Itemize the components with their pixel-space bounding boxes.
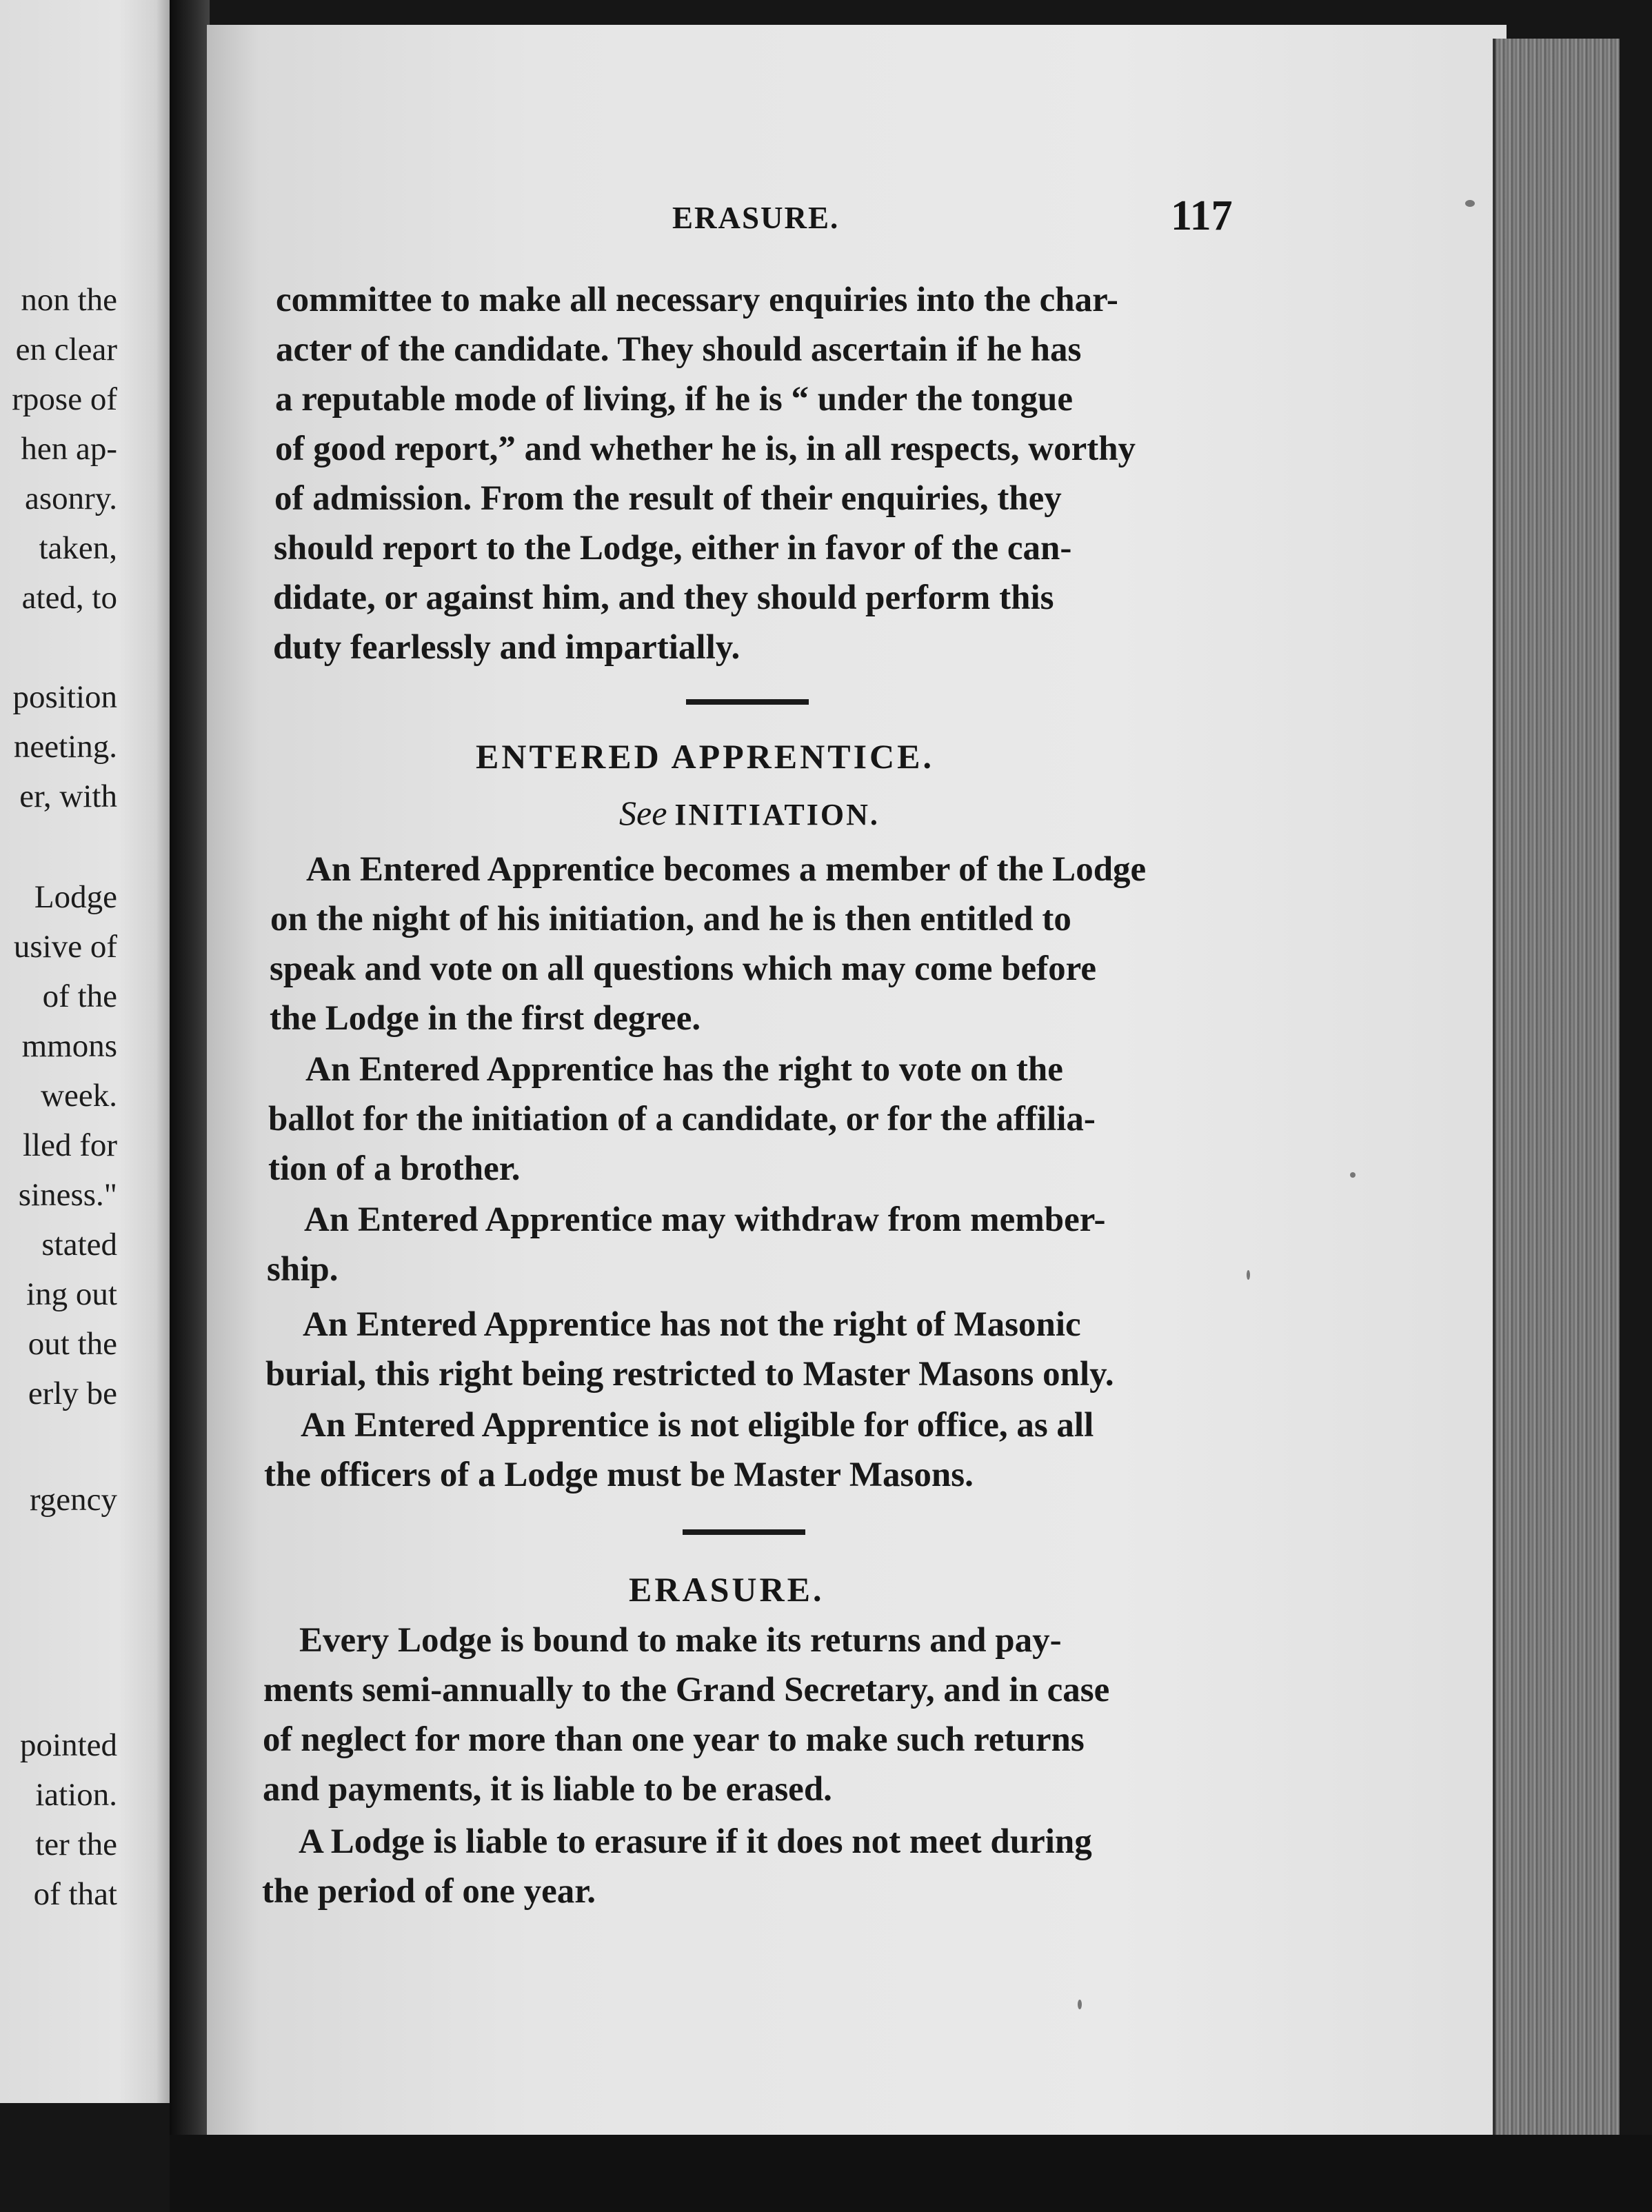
left-page [0, 0, 170, 2103]
section-heading: ERASURE. [629, 1570, 825, 1609]
left-page-line: pointed [20, 1727, 117, 1763]
left-page-line: of that [33, 1876, 117, 1912]
body-line: on the night of his initiation, and he is then entitled to [270, 900, 1071, 938]
left-page-line: erly be [28, 1376, 117, 1411]
paper-speck [1078, 2000, 1082, 2009]
body-line: Every Lodge is bound to make its returns and pay- [299, 1621, 1062, 1660]
page-edges [1493, 39, 1620, 2135]
body-line: the period of one year. [262, 1872, 596, 1911]
left-page-line: en clear [15, 332, 117, 368]
body-line: and payments, it is liable to be erased. [263, 1770, 832, 1809]
left-page-line: neeting. [13, 729, 117, 765]
body-line: An Entered Apprentice becomes a member of the Lodge [306, 850, 1147, 889]
body-line: of neglect for more than one year to make such returns [263, 1720, 1085, 1759]
body-line: An Entered Apprentice is not eligible for office, as all [301, 1406, 1094, 1445]
body-line: duty fearlessly and impartially. [273, 628, 741, 667]
book-gutter [170, 0, 210, 2212]
left-page-line: ter the [35, 1827, 117, 1862]
body-line: the Lodge in the first degree. [270, 999, 701, 1038]
body-line: A Lodge is liable to erasure if it does not meet during [299, 1822, 1092, 1861]
body-line: should report to the Lodge, either in favor of the can- [274, 529, 1072, 567]
body-line: An Entered Apprentice has the right to vote on the [305, 1050, 1063, 1089]
body-line: of admission. From the result of their enquiries, they [274, 479, 1062, 518]
left-page-line: mmons [21, 1028, 117, 1064]
left-page-line: Lodge [34, 879, 117, 915]
left-page-line: position [12, 679, 117, 715]
left-page-line: taken, [39, 530, 117, 566]
left-page-line: rpose of [12, 381, 117, 417]
left-page-line: asonry. [24, 481, 117, 516]
left-page-line: siness." [18, 1177, 117, 1213]
body-line: ballot for the initiation of a candidate, or for the affilia- [268, 1100, 1096, 1138]
left-page-line: hen ap- [21, 431, 117, 467]
paper-speck [1350, 1172, 1356, 1178]
body-line: tion of a brother. [268, 1149, 521, 1188]
body-line: An Entered Apprentice may withdraw from member- [304, 1200, 1106, 1239]
see-reference: INITIATION. [674, 798, 880, 832]
body-line: committee to make all necessary enquiries into the char- [276, 281, 1118, 319]
left-page-line: out the [28, 1326, 117, 1362]
body-line: An Entered Apprentice has not the right of Masonic [303, 1305, 1081, 1344]
left-page-line: non the [21, 282, 117, 318]
left-page-line: iation. [35, 1777, 117, 1813]
section-divider [686, 699, 809, 705]
paper-speck [1465, 200, 1475, 207]
left-page-line: ing out [26, 1276, 117, 1312]
left-page-line: er, with [19, 778, 117, 814]
running-head: ERASURE. [672, 201, 840, 235]
left-page-line: ated, to [21, 580, 117, 616]
body-line: the officers of a Lodge must be Master Masons. [264, 1456, 974, 1494]
left-page-line: rgency [29, 1482, 117, 1518]
body-line: didate, or against him, and they should perform this [273, 579, 1054, 617]
body-line: burial, this right being restricted to Master Masons only. [265, 1355, 1114, 1394]
body-line: speak and vote on all questions which may come before [270, 949, 1097, 988]
section-divider [683, 1529, 805, 1535]
left-page-line: week. [41, 1078, 117, 1114]
left-page-line: stated [41, 1227, 117, 1263]
section-heading: ENTERED APPRENTICE. [476, 737, 934, 776]
body-line: ments semi-annually to the Grand Secretary, and in case [263, 1671, 1110, 1709]
body-line: of good report,” and whether he is, in all respects, worthy [275, 430, 1136, 468]
left-page-line: of the [42, 978, 117, 1014]
page-bottom-shadow [170, 2135, 1652, 2212]
see-word: See [619, 794, 667, 832]
body-line: a reputable mode of living, if he is “ under the tongue [275, 380, 1074, 419]
body-line: acter of the candidate. They should ascertain if he has [276, 330, 1082, 369]
left-page-line: lled for [22, 1127, 117, 1163]
page-number: 117 [1171, 192, 1233, 239]
paper-speck [1247, 1270, 1250, 1280]
body-line: ship. [267, 1250, 339, 1289]
left-page-line: usive of [13, 929, 117, 965]
cross-reference [619, 793, 880, 833]
